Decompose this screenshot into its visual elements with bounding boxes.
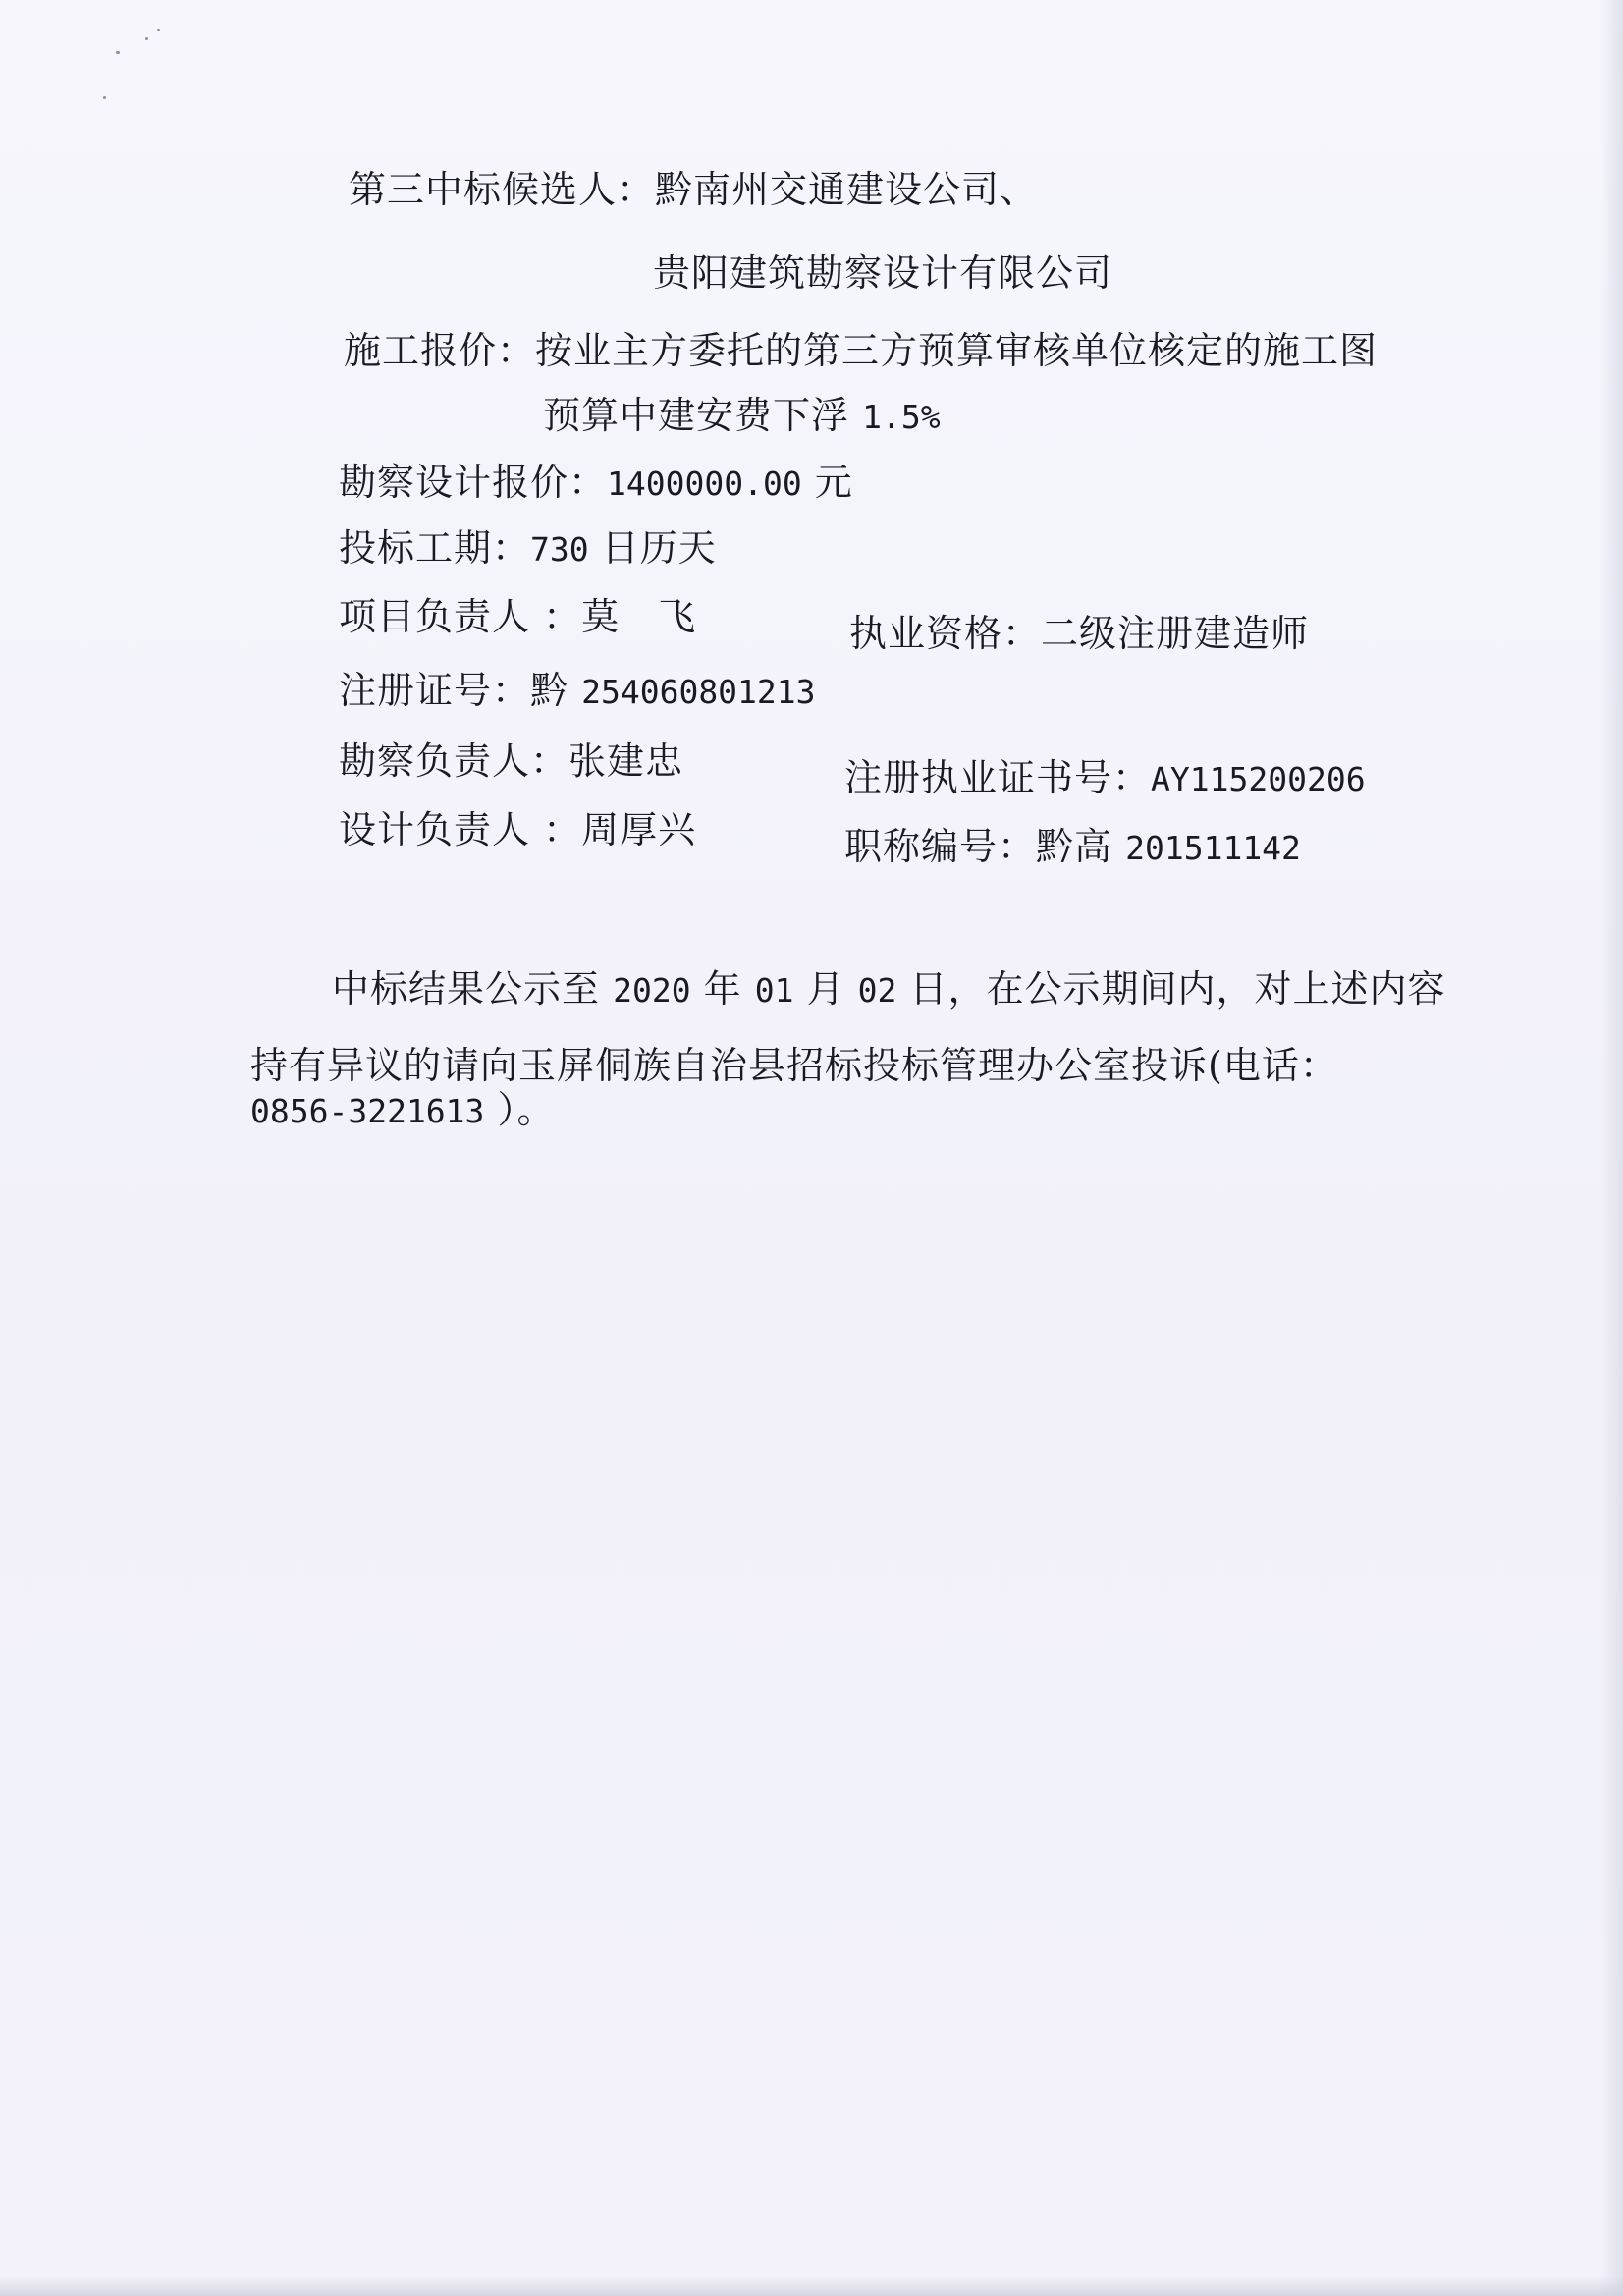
notice-year: 2020 [613,971,691,1010]
scan-speck [145,37,148,40]
notice-text-2: 持有异议的请向玉屏侗族自治县招标投标管理办公室投诉(电话： [250,1044,1338,1087]
survey-quote-unit: 元 [801,461,853,504]
project-manager-name: 莫 飞 [581,595,697,638]
scan-speck [103,96,106,99]
notice-phone: 0856-3221613 [250,1092,485,1130]
survey-manager-line [339,737,683,786]
construction-quote-line-2 [543,391,941,442]
notice-text-1a: 中标结果公示至 [332,967,614,1011]
construction-quote-text-1: 按业主方委托的第三方预算审核单位核定的施工图 [535,329,1379,372]
registration-prefix: 黔 [530,669,582,712]
scan-bottom-shadow [0,2276,1623,2296]
schedule-unit: 日历天 [588,526,717,570]
design-title-line [844,822,1301,873]
construction-quote-text-2: 预算中建安费下浮 [543,394,863,437]
construction-quote-line [344,326,1378,375]
survey-cert-label: 注册执业证书号： [844,756,1152,799]
project-manager-line [339,592,696,641]
survey-manager-name: 张建忠 [568,739,684,783]
survey-cert-number: AY115200206 [1151,760,1366,798]
notice-day: 02 [857,971,897,1010]
schedule-line [339,523,717,574]
notice-line-2 [250,1041,1338,1090]
design-title-number: 201511142 [1125,829,1301,867]
survey-cert-line [844,753,1366,804]
design-title-label: 职称编号： [844,825,1037,868]
survey-quote-label: 勘察设计报价： [339,461,608,504]
registration-line [339,666,816,717]
schedule-label: 投标工期： [339,526,531,570]
project-manager-label: 项目负责人 ： [339,595,582,638]
notice-line-1 [332,964,1446,1015]
notice-month-unit: 月 [793,967,858,1011]
scan-speck [116,51,120,54]
survey-quote-line [339,458,853,509]
notice-text-3-end: ）。 [484,1088,556,1131]
third-candidate-company-2: 贵阳建筑勘察设计有限公司 [653,251,1113,295]
third-candidate-company-2-line [653,248,1112,298]
notice-text-1b: 日，在公示期间内，对上述内容 [896,967,1446,1011]
qualification-value: 二级注册建造师 [1041,612,1310,655]
project-manager-qualification-line [849,609,1309,658]
construction-quote-percent: 1.5% [862,398,941,436]
notice-year-unit: 年 [690,967,755,1011]
survey-manager-label: 勘察负责人： [339,739,569,783]
design-title-prefix: 黔高 [1036,825,1126,868]
qualification-label: 执业资格： [849,612,1042,655]
schedule-days: 730 [530,530,589,569]
registration-label: 注册证号： [339,669,531,712]
notice-line-3 [250,1085,556,1136]
design-manager-name: 周厚兴 [581,808,697,851]
design-manager-label: 设计负责人 ： [339,808,582,851]
third-candidate-company-1: 黔南州交通建设公司、 [655,168,1039,211]
registration-number: 254060801213 [581,673,816,711]
construction-quote-label: 施工报价： [344,329,536,372]
notice-month: 01 [754,971,794,1010]
third-candidate-label: 第三中标候选人： [349,168,656,211]
scan-speck [157,29,160,31]
survey-quote-amount: 1400000.00 [607,465,802,503]
third-candidate-line [349,165,1038,214]
design-manager-line [339,805,696,854]
scan-edge-shadow [1600,0,1623,2296]
